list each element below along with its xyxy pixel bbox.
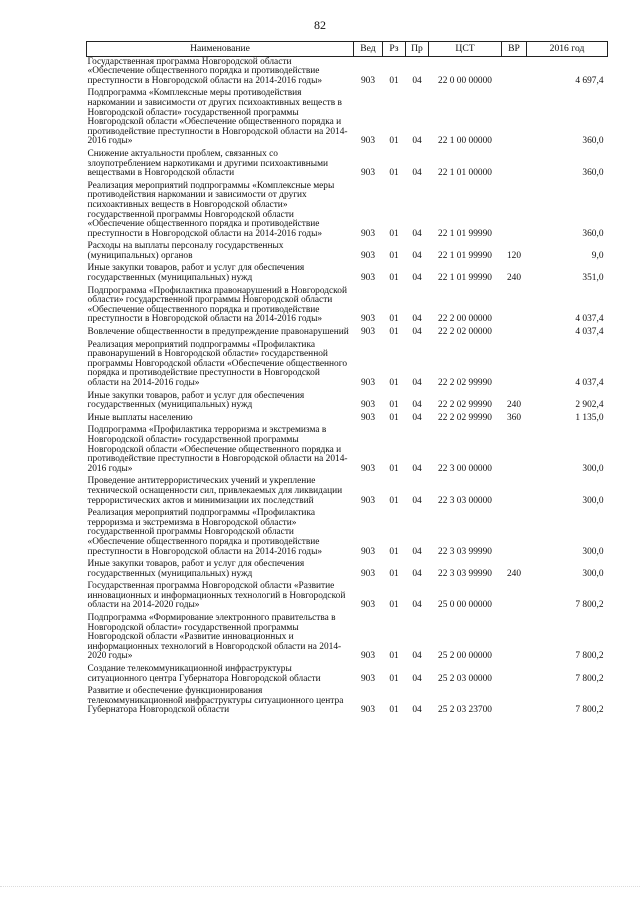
row-sum: 300,0 <box>582 495 604 506</box>
page-number: 82 <box>314 18 326 32</box>
row-pr: 04 <box>412 136 422 147</box>
row-ved: 903 <box>360 327 376 338</box>
row-pr: 04 <box>412 75 422 86</box>
row-ved: 903 <box>360 705 376 716</box>
table-body <box>87 56 608 718</box>
row-pr: 04 <box>412 400 422 411</box>
row-ved: 903 <box>360 314 376 325</box>
row-ved: 903 <box>360 75 376 86</box>
row-rz: 01 <box>389 705 399 716</box>
row-name: Создание телекоммуникационной инфраструктуры ситуационного центра Губернатора Новгородской области <box>87 664 321 684</box>
row-name: Подпрограмма «Профилактика терроризма и экстремизма в Новгородской области» государственной программы Новгородской области «Обеспечение общественного порядка и противодействие преступности в Новгородской области на 2014-2016 годы» <box>87 425 348 474</box>
row-cst: 22 1 00 00000 <box>438 136 492 147</box>
row-vr <box>502 340 527 391</box>
row-cst: 22 2 00 00000 <box>438 314 492 325</box>
row-cst: 22 3 03 99990 <box>438 546 492 557</box>
table-row <box>87 181 608 242</box>
header-ved: Вед <box>354 42 383 57</box>
row-cst: 25 2 03 23700 <box>438 705 492 716</box>
row-rz: 01 <box>389 568 399 579</box>
row-vr <box>502 88 527 149</box>
row-sum: 351,0 <box>582 273 604 284</box>
row-rz: 01 <box>389 495 399 506</box>
row-vr <box>502 56 527 88</box>
row-vr: 240 <box>506 568 522 579</box>
header-sum: 2016 год <box>527 42 608 57</box>
row-ved: 903 <box>360 463 376 474</box>
row-rz: 01 <box>389 600 399 611</box>
row-ved: 903 <box>360 273 376 284</box>
table-row <box>87 263 608 285</box>
row-rz: 01 <box>389 250 399 261</box>
row-ved: 903 <box>360 378 376 388</box>
row-cst: 22 3 00 00000 <box>438 463 492 474</box>
row-sum: 4 037,4 <box>575 378 604 388</box>
row-rz: 01 <box>389 463 399 474</box>
table-row <box>87 581 608 613</box>
row-rz: 01 <box>389 327 399 338</box>
row-pr: 04 <box>412 314 422 325</box>
row-ved: 903 <box>360 136 376 147</box>
row-pr: 04 <box>412 651 422 662</box>
row-name: Расходы на выплаты персоналу государственных (муниципальных) органов <box>87 241 284 261</box>
row-rz: 01 <box>389 400 399 411</box>
row-ved: 903 <box>360 250 376 261</box>
row-ved: 903 <box>360 400 376 411</box>
row-name: Иные закупки товаров, работ и услуг для обеспечения государственных (муниципальных) нужд <box>87 390 305 411</box>
row-vr <box>502 181 527 242</box>
row-cst: 22 0 00 00000 <box>438 75 492 86</box>
budget-table <box>86 41 608 718</box>
table-row <box>87 476 608 508</box>
row-ved: 903 <box>360 651 376 662</box>
table-row <box>87 340 608 391</box>
row-name: Государственная программа Новгородской области «Развитие инновационных и информационных технологий в Новгородской области на 2014-2020 годы» <box>87 581 346 611</box>
row-pr: 04 <box>412 250 422 261</box>
row-pr: 04 <box>412 273 422 284</box>
row-rz: 01 <box>389 273 399 284</box>
row-name: Проведение антитеррористических учений и укрепление технической оснащенности сил, привлекаемых для ликвидации террористических актов и минимизации их последствий <box>87 476 343 506</box>
row-sum: 1 135,0 <box>575 412 604 423</box>
row-name: Иные выплаты населению <box>87 412 193 423</box>
row-sum: 360,0 <box>582 136 604 147</box>
row-sum: 7 800,2 <box>575 651 604 662</box>
row-sum: 7 800,2 <box>575 600 604 611</box>
row-sum: 300,0 <box>582 568 604 579</box>
row-pr: 04 <box>412 463 422 474</box>
row-rz: 01 <box>389 378 399 388</box>
row-cst: 22 2 02 00000 <box>438 327 492 338</box>
table-row <box>87 613 608 664</box>
row-ved: 903 <box>360 495 376 506</box>
header-name: Наименование <box>87 42 354 57</box>
row-cst: 22 1 01 99990 <box>438 228 492 239</box>
header-rz: Рз <box>383 42 406 57</box>
row-name: Подпрограмма «Комплексные меры противодействия наркомании и зависимости от других психоактивных веществ в Новгородской области» государственной программы Новгородской области «Обеспечение общественного порядка и противодействие преступности в Новгородской области на 2014-2016 годы» <box>87 88 348 147</box>
row-vr <box>502 327 527 340</box>
table-row <box>87 286 608 327</box>
row-vr <box>502 581 527 613</box>
row-cst: 22 3 03 99990 <box>438 568 492 579</box>
row-name: Вовлечение общественности в предупреждение правонарушений <box>87 327 349 338</box>
row-sum: 300,0 <box>582 546 604 557</box>
row-name: Иные закупки товаров, работ и услуг для обеспечения государственных (муниципальных) нужд <box>87 559 305 579</box>
table-row <box>87 56 608 88</box>
table-row <box>87 413 608 426</box>
row-rz: 01 <box>389 651 399 662</box>
row-sum: 7 800,2 <box>575 705 604 716</box>
row-pr: 04 <box>412 705 422 716</box>
row-pr: 04 <box>412 228 422 239</box>
row-cst: 22 1 01 99990 <box>438 273 492 284</box>
row-name: Государственная программа Новгородской области «Обеспечение общественного порядка и противодействие преступности в Новгородской области на 2014-2016 годы» <box>87 56 323 86</box>
header-cst: ЦСТ <box>429 42 502 57</box>
table-row <box>87 241 608 263</box>
row-rz: 01 <box>389 412 399 423</box>
row-vr: 240 <box>506 400 522 411</box>
row-sum: 7 800,2 <box>575 673 604 684</box>
row-cst: 25 2 00 00000 <box>438 651 492 662</box>
row-pr: 04 <box>412 568 422 579</box>
row-rz: 01 <box>389 228 399 239</box>
table-row <box>87 425 608 476</box>
row-sum: 4 037,4 <box>575 314 604 325</box>
row-sum: 9,0 <box>591 250 604 261</box>
row-pr: 04 <box>412 327 422 338</box>
row-sum: 360,0 <box>582 228 604 239</box>
row-vr <box>502 476 527 508</box>
row-name: Развитие и обеспечение функционирования телекоммуникационной инфраструктуры ситуационного центра Губернатора Новгородской области <box>87 686 344 716</box>
row-rz: 01 <box>389 136 399 147</box>
table-row <box>87 559 608 581</box>
row-name: Реализация мероприятий подпрограммы «Профилактика терроризма и экстремизма в Новгородской области» государственной программы Новгородской области «Обеспечение общественного порядка и противодействие преступности в Новгородской области на 2014-2016 годы» <box>87 508 323 557</box>
row-cst: 22 1 01 99990 <box>438 250 492 261</box>
table-row <box>87 327 608 340</box>
row-ved: 903 <box>360 412 376 423</box>
row-sum: 4 037,4 <box>575 327 604 338</box>
row-cst: 25 0 00 00000 <box>438 600 492 611</box>
row-pr: 04 <box>412 378 422 388</box>
table-row <box>87 391 608 413</box>
row-vr <box>502 286 527 327</box>
row-ved: 903 <box>360 168 376 179</box>
row-cst: 22 1 01 00000 <box>438 168 492 179</box>
scan-noise <box>0 886 640 893</box>
row-name: Реализация мероприятий подпрограммы «Комплексные меры противодействия наркомании и зависимости от других психоактивных веществ в Новгородской области» государственной программы Новгородской области «Обеспечение общественного порядка и противодействие преступности в Новгородской области на 2014-2016 годы» <box>87 180 335 239</box>
row-cst: 22 3 03 00000 <box>438 495 492 506</box>
row-vr: 240 <box>506 273 522 284</box>
row-cst: 22 2 02 99990 <box>438 412 492 423</box>
table-row <box>87 508 608 559</box>
row-vr <box>502 425 527 476</box>
row-vr <box>502 664 527 686</box>
row-vr <box>502 149 527 181</box>
row-rz: 01 <box>389 168 399 179</box>
row-name: Реализация мероприятий подпрограммы «Профилактика правонарушений в Новгородской области» государственной программы Новгородской области «Обеспечение общественного порядка и противодействие преступности в Новгородской области на 2014-2016 годы» <box>87 339 348 388</box>
table-row <box>87 88 608 149</box>
row-cst: 22 2 02 99990 <box>438 400 492 411</box>
header-row <box>87 42 608 57</box>
row-sum: 4 697,4 <box>575 75 604 86</box>
row-ved: 903 <box>360 546 376 557</box>
row-vr <box>502 613 527 664</box>
row-pr: 04 <box>412 168 422 179</box>
row-ved: 903 <box>360 228 376 239</box>
row-vr: 360 <box>506 412 522 423</box>
row-vr: 120 <box>506 250 522 261</box>
row-pr: 04 <box>412 600 422 611</box>
row-sum: 300,0 <box>582 463 604 474</box>
row-name: Подпрограмма «Формирование электронного правительства в Новгородской области» государственной программы Новгородской области «Развитие инновационных и информационных технологий в Новгородской области на 2014-2020 годы» <box>87 613 342 662</box>
row-pr: 04 <box>412 546 422 557</box>
row-pr: 04 <box>412 495 422 506</box>
row-vr <box>502 508 527 559</box>
row-ved: 903 <box>360 568 376 579</box>
table-row <box>87 149 608 181</box>
row-cst: 22 2 02 99990 <box>438 378 492 388</box>
row-rz: 01 <box>389 673 399 684</box>
table-row <box>87 686 608 718</box>
row-sum: 2 902,4 <box>575 400 604 411</box>
row-rz: 01 <box>389 546 399 557</box>
row-ved: 903 <box>360 600 376 611</box>
header-pr: Пр <box>406 42 429 57</box>
row-cst: 25 2 03 00000 <box>438 673 492 684</box>
row-rz: 01 <box>389 314 399 325</box>
row-name: Снижение актуальности проблем, связанных со злоупотреблением наркотиками и другими психоактивными веществами в Новгородской области <box>87 148 329 179</box>
row-rz: 01 <box>389 75 399 86</box>
row-name: Подпрограмма «Профилактика правонарушений в Новгородской области» государственной программы Новгородской области «Обеспечение общественного порядка и противодействие преступности в Новгородской области на 2014-2016 годы» <box>87 285 347 325</box>
row-pr: 04 <box>412 412 422 423</box>
row-ved: 903 <box>360 673 376 684</box>
row-pr: 04 <box>412 673 422 684</box>
row-sum: 360,0 <box>582 168 604 179</box>
table-row <box>87 664 608 686</box>
row-vr <box>502 686 527 718</box>
header-vr: ВР <box>502 42 527 57</box>
row-name: Иные закупки товаров, работ и услуг для обеспечения государственных (муниципальных) нужд <box>87 263 305 284</box>
